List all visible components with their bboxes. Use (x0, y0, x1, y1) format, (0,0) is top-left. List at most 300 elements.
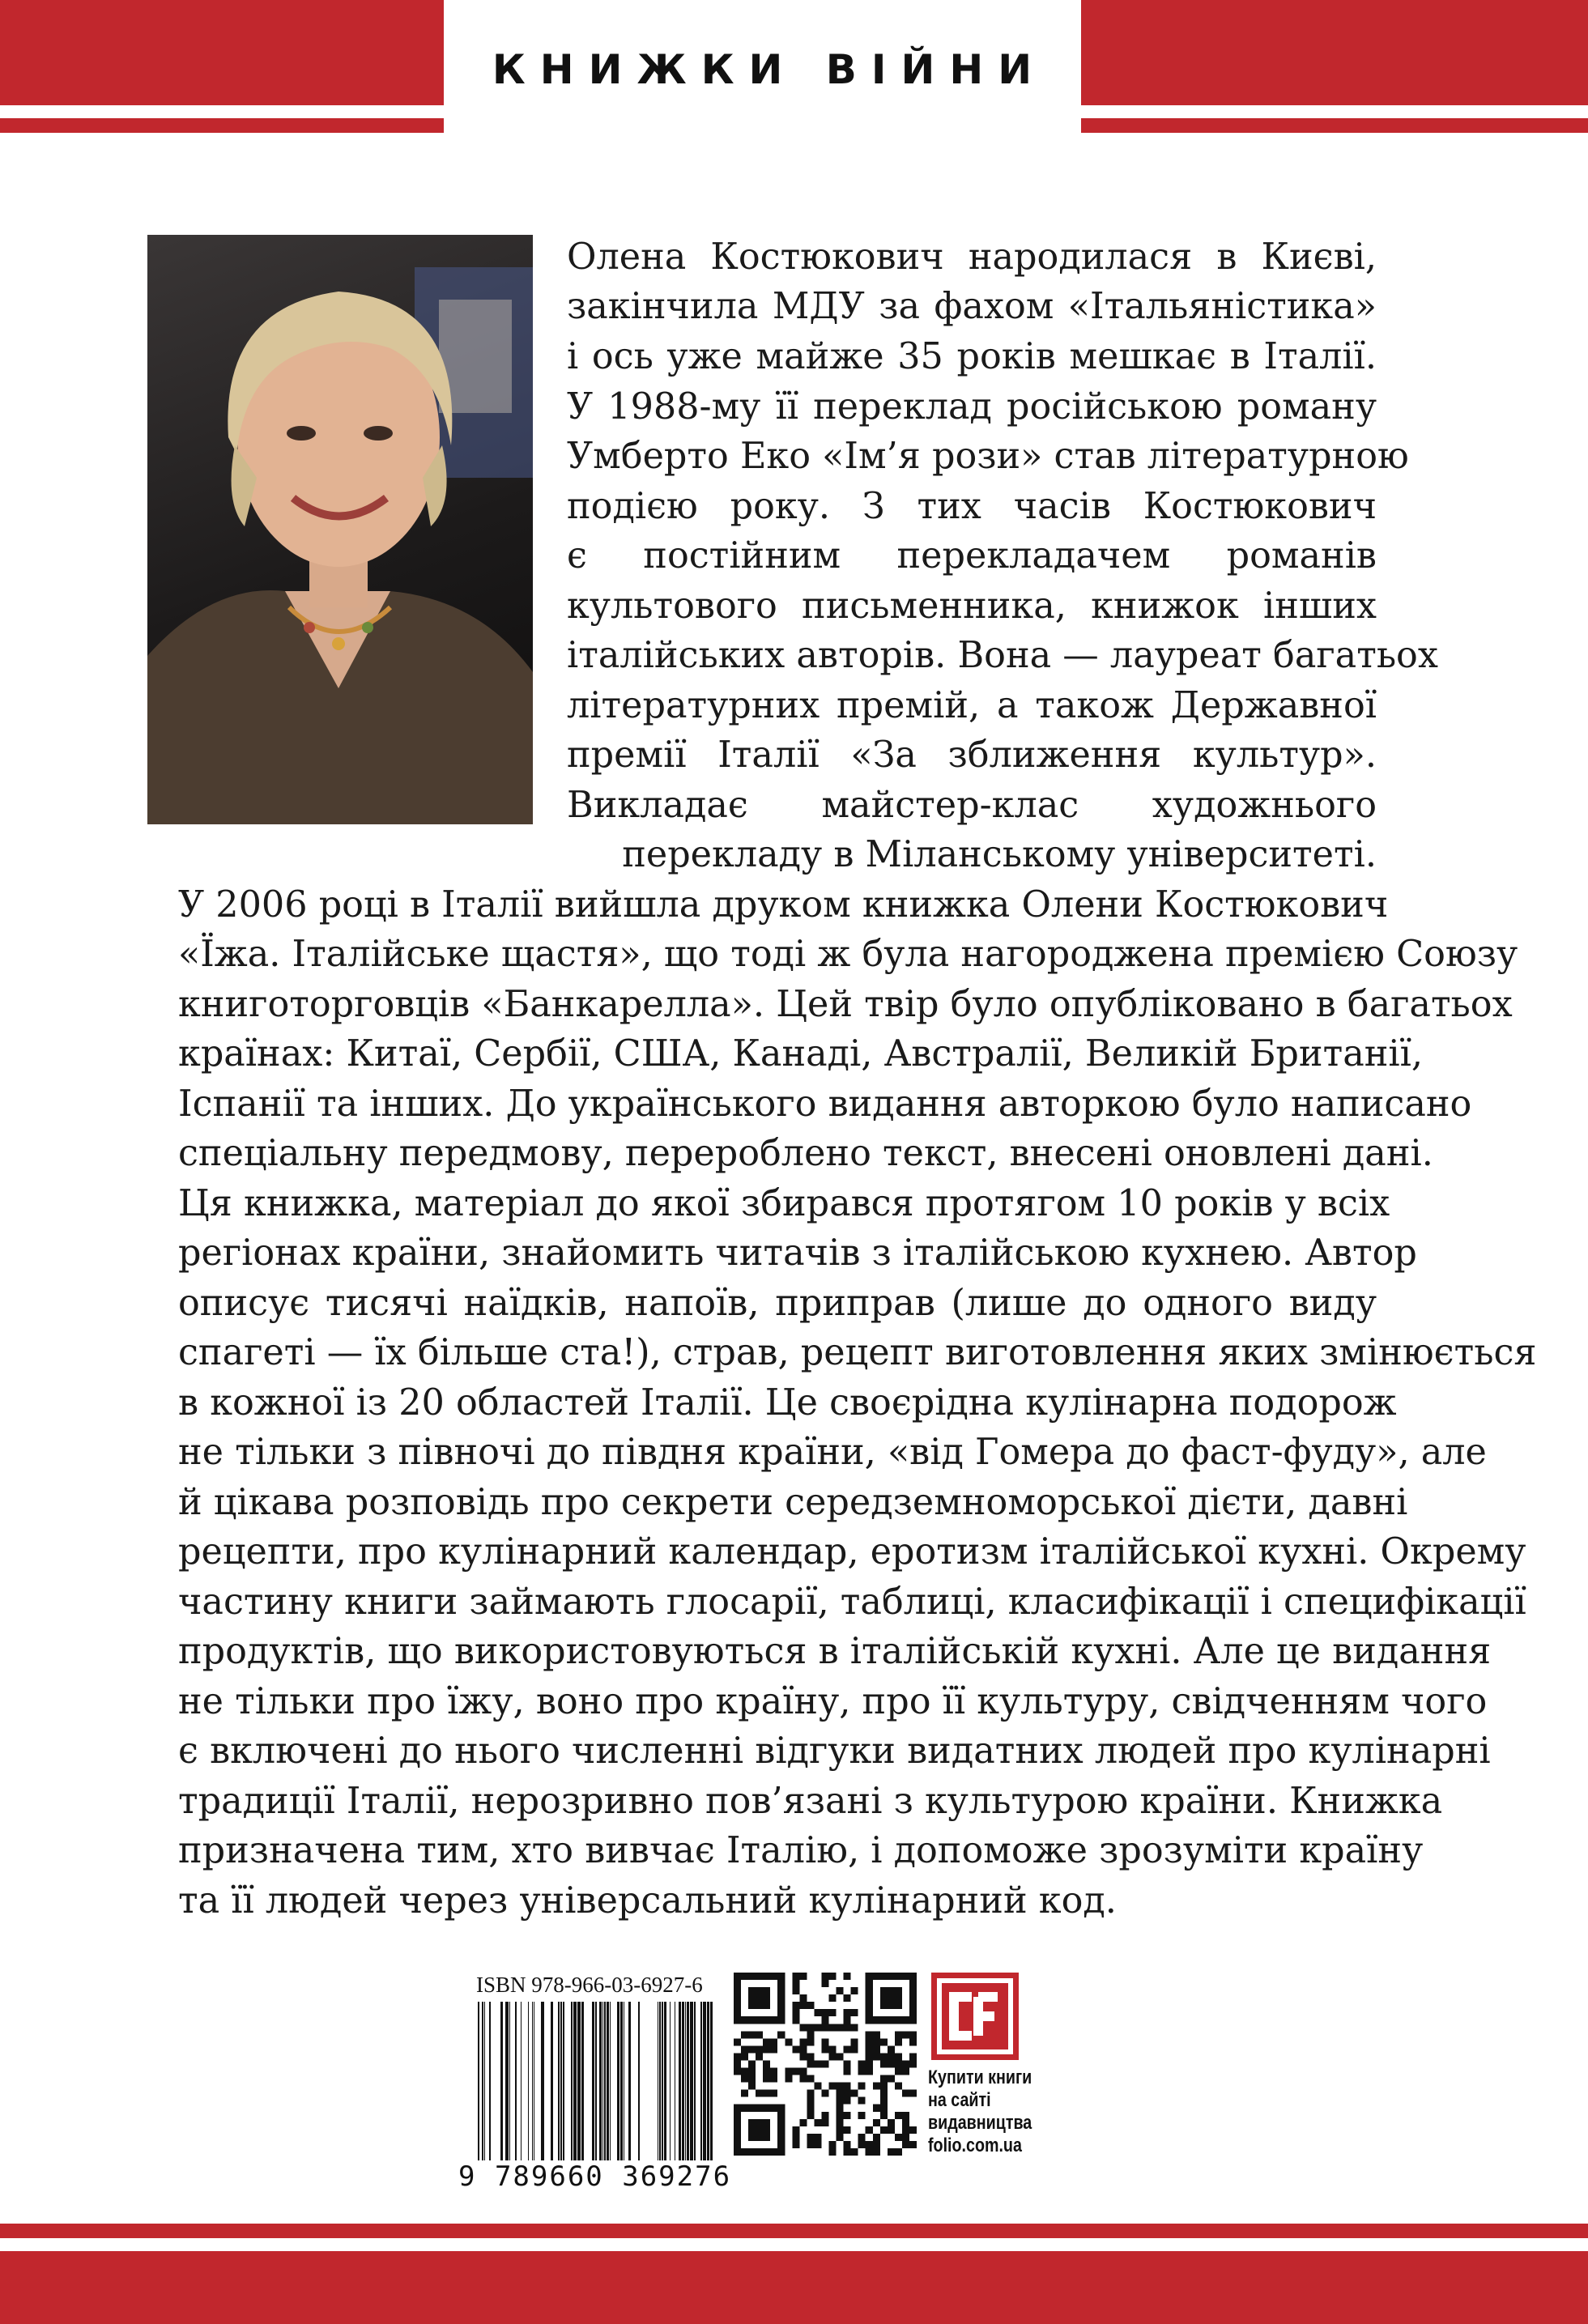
qr-module (792, 1987, 799, 1994)
desc-line: частину книги займають глосарії, таблиці, класифікації і специфікації (178, 1581, 1526, 1623)
qr-module (873, 2053, 880, 2060)
qr-module (888, 2075, 895, 2083)
barcode-bar (700, 2002, 702, 2160)
qr-module (837, 2097, 844, 2105)
qr-module (844, 2016, 851, 2024)
qr-module (858, 2112, 866, 2119)
bio-line: є постійним перекладачем романів (567, 535, 1377, 577)
qr-module (734, 2068, 741, 2075)
bio-line: У 1988-му її переклад російською роману (567, 386, 1377, 428)
qr-module (770, 2038, 777, 2045)
desc-line: продуктів, що використовуються в італійській кухні. Але це видання (178, 1631, 1492, 1672)
qr-module (734, 1973, 741, 2024)
qr-module (837, 2083, 844, 2090)
barcode-bar (592, 2002, 594, 2160)
bio-line: закінчила МДУ за фахом «Італьяністика» (567, 286, 1377, 327)
qr-module (895, 2148, 902, 2156)
qr-module (777, 2031, 785, 2038)
barcode-bar (628, 2002, 631, 2160)
qr-module (844, 2009, 851, 2016)
qr-module (873, 2083, 880, 2090)
qr-module (821, 2038, 828, 2045)
barcode-bar (694, 2002, 696, 2160)
bio-line: Умберто Еко «Ім’я рози» став літературною (567, 436, 1409, 477)
qr-module (792, 1973, 799, 1980)
qr-module (909, 2126, 917, 2134)
qr-module (844, 2045, 851, 2053)
barcode-bar (489, 2002, 491, 2160)
qr-module (785, 2038, 792, 2045)
qr-module (851, 2009, 858, 2016)
qr-module (829, 1973, 837, 1980)
barcode-bar (707, 2002, 709, 2160)
qr-module (851, 2038, 858, 2045)
qr-module (858, 2060, 866, 2067)
desc-line: та її людей через універсальний кулінарний код. (178, 1880, 1117, 1922)
barcode-bar (515, 2002, 517, 2160)
qr-module (895, 2134, 902, 2141)
qr-module (844, 2126, 851, 2134)
qr-module (873, 2119, 880, 2126)
qr-module (821, 2024, 828, 2031)
qr-module (895, 2083, 902, 2090)
qr-module (799, 2119, 807, 2126)
qr-module (799, 1973, 807, 1980)
qr-module (837, 2134, 844, 2141)
qr-module (837, 2053, 844, 2060)
qr-module (895, 2112, 902, 2119)
barcode-bar (558, 2002, 560, 2160)
desc-line: призначена тим, хто вивчає Італію, і допоможе зрозуміти країну (178, 1830, 1424, 1871)
bio-line: Олена Костюкович народилася в Києві, (567, 236, 1377, 278)
qr-module (866, 2038, 873, 2045)
qr-module (837, 2105, 844, 2112)
qr-module (902, 2060, 909, 2067)
barcode-bar (563, 2002, 564, 2160)
promo-link[interactable]: folio.com.ua (928, 2135, 1022, 2156)
qr-module (814, 2024, 821, 2031)
qr-module (909, 2141, 917, 2148)
qr-module (777, 2105, 785, 2156)
qr-module (807, 2031, 814, 2038)
qr-module (888, 2126, 895, 2134)
qr-module (799, 2024, 807, 2031)
qr-module (770, 2090, 777, 2097)
barcode-bar (607, 2002, 609, 2160)
qr-module (880, 2060, 888, 2067)
barcode-bar (620, 2002, 623, 2160)
qr-module (837, 1987, 844, 1994)
qr-module (829, 2148, 837, 2156)
qr-module (844, 2097, 851, 2105)
qr-module (902, 2090, 909, 2097)
qr-module (902, 2134, 909, 2141)
qr-module (756, 2045, 763, 2053)
qr-module (837, 2090, 844, 2097)
barcode-bar (484, 2002, 485, 2160)
barcode-bar (595, 2002, 597, 2160)
qr-module (873, 2045, 880, 2053)
qr-module (814, 2141, 821, 2148)
qr-module (763, 2068, 770, 2075)
qr-module (844, 1973, 851, 1980)
qr-module (799, 2053, 807, 2060)
qr-module (770, 2045, 777, 2053)
qr-module (821, 2112, 828, 2119)
qr-module (792, 2002, 799, 2009)
qr-module (748, 2045, 756, 2053)
qr-module (880, 2090, 888, 2097)
qr-module (880, 1987, 902, 2009)
qr-module (734, 1973, 785, 1980)
qr-module (814, 2119, 821, 2126)
qr-module (844, 2068, 851, 2075)
qr-module (895, 2068, 902, 2075)
qr-module (895, 2031, 902, 2038)
qr-module (748, 2068, 756, 2075)
desc-line: й цікава розповідь про секрети середземноморської дієти, давні (178, 1482, 1408, 1523)
qr-module (866, 1973, 917, 1980)
desc-line: країнах: Китаї, Сербії, США, Канаді, Австралії, Великій Британії, (178, 1033, 1423, 1075)
qr-module (888, 2053, 895, 2060)
qr-module (741, 2068, 748, 2075)
qr-module (851, 2148, 858, 2156)
barcode-bar (638, 2002, 640, 2160)
qr-module (777, 1973, 785, 2024)
promo-line: видавництва (928, 2112, 1032, 2134)
desc-line: регіонах країни, знайомить читачів з італійською кухнею. Автор (178, 1232, 1417, 1274)
qr-module (851, 2024, 858, 2031)
qr-module (821, 2090, 828, 2097)
header-band-right-bottom (1081, 118, 1588, 133)
footer-band-thick (0, 2251, 1588, 2324)
desc-line: Іспанії та інших. До українського видання авторкою було написано (178, 1083, 1472, 1125)
qr-module (844, 2060, 851, 2067)
qr-module (866, 2126, 873, 2134)
qr-code-icon[interactable] (734, 1973, 917, 2156)
qr-module (785, 2068, 792, 2075)
qr-module (880, 2105, 888, 2112)
qr-module (734, 2105, 785, 2112)
qr-module (829, 2141, 837, 2148)
qr-module (770, 2068, 777, 2075)
qr-module (880, 2112, 888, 2119)
qr-module (814, 2009, 821, 2016)
qr-module (866, 1973, 873, 2024)
qr-module (909, 1973, 917, 2024)
promo-line: на сайті (928, 2089, 991, 2111)
qr-module (807, 2038, 814, 2045)
qr-module (902, 2112, 909, 2119)
qr-module (807, 2105, 814, 2112)
qr-module (844, 1994, 851, 2002)
qr-module (873, 2105, 880, 2112)
qr-module (873, 2141, 880, 2148)
barcode-bar (703, 2002, 706, 2160)
qr-module (814, 2083, 821, 2090)
qr-module (792, 1980, 799, 1987)
footer-band-thin (0, 2224, 1588, 2238)
qr-module (763, 2038, 770, 2045)
barcode-bar (478, 2002, 479, 2160)
desc-line: не тільки з півночі до півдня країни, «від Гомера до фаст-фуду», але (178, 1432, 1487, 1473)
bio-line: подією року. З тих часів Костюкович (567, 486, 1377, 527)
qr-module (866, 2068, 873, 2075)
qr-module (858, 2097, 866, 2105)
qr-module (880, 2053, 888, 2060)
qr-module (844, 2024, 851, 2031)
qr-module (799, 1994, 807, 2002)
barcode-bar (602, 2002, 603, 2160)
qr-module (807, 2090, 814, 2097)
qr-module (902, 2126, 909, 2134)
qr-module (829, 2083, 837, 2090)
barcode-bar (679, 2002, 681, 2160)
barcode-bar (662, 2002, 663, 2160)
qr-module (734, 2060, 741, 2067)
qr-module (821, 2060, 828, 2067)
qr-module (734, 2053, 741, 2060)
promo-line: Купити книги (928, 2066, 1032, 2088)
barcode-bar (617, 2002, 619, 2160)
qr-module (734, 2016, 785, 2024)
qr-module (807, 2141, 814, 2148)
qr-module (829, 2053, 837, 2060)
qr-module (902, 2068, 909, 2075)
bio-line: премії Італії «За зближення культур». (567, 734, 1377, 776)
qr-module (895, 2038, 902, 2045)
barcode-bar (500, 2002, 503, 2160)
qr-module (792, 2134, 799, 2141)
bio-line: і ось уже майже 35 років мешкає в Італії. (567, 336, 1377, 377)
qr-module (837, 2112, 844, 2119)
qr-module (785, 2075, 792, 2083)
qr-module (873, 2031, 880, 2038)
series-title: КНИЖКИ ВІЙНИ (492, 46, 1047, 93)
barcode-bar (581, 2002, 584, 2160)
qr-module (799, 2038, 807, 2045)
qr-module (792, 2009, 799, 2016)
barcode-bar (505, 2002, 509, 2160)
folio-cf-logo-icon[interactable] (931, 1973, 1019, 2060)
qr-module (888, 2060, 895, 2067)
qr-module (756, 2090, 763, 2097)
barcode-bar (710, 2002, 713, 2160)
qr-module (741, 2053, 748, 2060)
qr-module (799, 2002, 807, 2009)
qr-module (756, 2031, 763, 2038)
qr-module (888, 2045, 895, 2053)
desc-line: Ця книжка, матеріал до якої збирався протягом 10 років у всіх (178, 1183, 1390, 1224)
author-portrait-icon (147, 235, 533, 824)
qr-module (844, 2090, 851, 2097)
desc-line: не тільки про їжу, воно про країну, про її культуру, свідченням чого (178, 1681, 1488, 1722)
barcode-bar (509, 2002, 510, 2160)
qr-module (851, 2045, 858, 2053)
bio-line: перекладу в Міланському університеті. (622, 834, 1377, 875)
qr-module (741, 2045, 748, 2053)
qr-module (799, 2075, 807, 2083)
qr-module (792, 2126, 799, 2134)
qr-module (858, 2083, 866, 2090)
qr-module (814, 2134, 821, 2141)
header-band-right-top (1081, 0, 1588, 105)
qr-module (873, 2038, 880, 2045)
qr-module (792, 2045, 799, 2053)
qr-module (799, 2045, 807, 2053)
barcode-bar (482, 2002, 483, 2160)
qr-module (792, 2068, 799, 2075)
qr-module (821, 1973, 828, 1980)
barcode-bar (687, 2002, 689, 2160)
qr-module (829, 2009, 837, 2016)
bio-line: літературних премій, а також Державної (567, 685, 1377, 726)
desc-line: У 2006 році в Італії вийшла друком книжка Олени Костюкович (178, 884, 1389, 926)
qr-module (909, 2031, 917, 2038)
qr-module (814, 2060, 821, 2067)
qr-module (748, 2031, 756, 2038)
qr-module (844, 2083, 851, 2090)
qr-module (821, 2016, 828, 2024)
qr-module (880, 2075, 888, 2083)
qr-module (799, 2068, 807, 2075)
qr-module (880, 2038, 888, 2045)
qr-module (866, 2053, 873, 2060)
qr-module (792, 2141, 799, 2148)
qr-module (844, 2148, 851, 2156)
qr-module (807, 2075, 814, 2083)
qr-module (829, 1994, 837, 2002)
barcode-bar (610, 2002, 611, 2160)
qr-module (888, 2119, 895, 2126)
barcode-bar (528, 2002, 529, 2160)
qr-module (829, 2024, 837, 2031)
desc-line: є включені до нього численні відгуки видатних людей про кулінарні (178, 1730, 1491, 1772)
qr-module (807, 2060, 814, 2067)
qr-module (807, 2053, 814, 2060)
qr-module (763, 2075, 770, 2083)
qr-module (748, 2083, 756, 2090)
qr-module (902, 2119, 909, 2126)
barcode-bar (604, 2002, 606, 2160)
header-band-left-top (0, 0, 444, 105)
qr-module (895, 2053, 902, 2060)
qr-module (858, 2141, 866, 2148)
qr-module (741, 2090, 748, 2097)
qr-module (880, 2097, 888, 2105)
barcode-bar (521, 2002, 522, 2160)
qr-module (763, 2060, 770, 2067)
barcode-bar (571, 2002, 573, 2160)
qr-module (866, 2045, 873, 2053)
bio-line: культового письменника, книжок інших (567, 585, 1377, 627)
qr-module (837, 2024, 844, 2031)
qr-module (821, 2045, 828, 2053)
qr-module (734, 2105, 741, 2156)
qr-module (821, 2119, 828, 2126)
desc-line: рецепти, про кулінарний календар, еротизм італійської кухні. Окрему (178, 1531, 1526, 1573)
barcode-bar (577, 2002, 581, 2160)
desc-line: книготорговців «Банкарелла». Цей твір було опубліковано в багатьох (178, 984, 1513, 1025)
isbn-label: ISBN 978-966-03-6927-6 (476, 1973, 703, 1997)
qr-module (909, 2060, 917, 2067)
qr-module (748, 1987, 770, 2009)
qr-module (748, 2060, 756, 2067)
desc-line: «Їжа. Італійське щастя», що тоді ж була нагороджена премією Союзу (178, 934, 1518, 975)
qr-module (807, 2002, 814, 2009)
qr-module (866, 2148, 873, 2156)
qr-module (741, 2075, 748, 2083)
qr-module (866, 2060, 873, 2067)
qr-module (873, 2134, 880, 2141)
bio-line: італійських авторів. Вона — лауреат багатьох (567, 635, 1438, 676)
barcode-bar (560, 2002, 562, 2160)
desc-line: спагеті — їх більше ста!), страв, рецепт виготовлення яких змінюється (178, 1332, 1537, 1373)
desc-line: традиції Італії, нерозривно пов’язані з культурою країни. Книжка (178, 1781, 1443, 1822)
qr-module (741, 2031, 748, 2038)
publisher-promo[interactable] (928, 2066, 1090, 2157)
barcode-bar (551, 2002, 553, 2160)
barcode-bar (659, 2002, 661, 2160)
qr-module (844, 2141, 851, 2148)
qr-module (763, 2090, 770, 2097)
qr-module (858, 2134, 866, 2141)
barcode-bar (573, 2002, 577, 2160)
qr-module (909, 2090, 917, 2097)
qr-module (866, 2016, 917, 2024)
bio-line: Викладає майстер-клас художнього (567, 785, 1377, 826)
barcode-bar (685, 2002, 686, 2160)
qr-module (895, 2060, 902, 2067)
qr-module (888, 2148, 895, 2156)
qr-module (763, 2045, 770, 2053)
qr-module (837, 2119, 844, 2126)
barcode-bar (541, 2002, 544, 2160)
qr-module (807, 2024, 814, 2031)
qr-module (837, 2126, 844, 2134)
header-band-left-bottom (0, 118, 444, 133)
qr-module (866, 2141, 873, 2148)
qr-module (770, 2075, 777, 2083)
qr-module (873, 2148, 880, 2156)
barcode-icon (475, 2002, 717, 2185)
qr-module (734, 2148, 785, 2156)
qr-module (866, 2031, 873, 2038)
qr-module (748, 2075, 756, 2083)
qr-module (807, 2097, 814, 2105)
qr-module (821, 2009, 828, 2016)
barcode-bar (670, 2002, 671, 2160)
barcode-bar (690, 2002, 693, 2160)
qr-module (902, 2031, 909, 2038)
barcode-bar (532, 2002, 533, 2160)
qr-module (851, 2090, 858, 2097)
desc-line: спеціальну передмову, перероблено текст, внесені оновлені дані. (178, 1133, 1433, 1174)
barcode-bar (682, 2002, 684, 2160)
qr-module (858, 2068, 866, 2075)
qr-module (748, 2119, 770, 2141)
qr-module (821, 1980, 828, 1987)
barcode-digits: 9 789660 369276 (458, 2160, 732, 2193)
qr-module (807, 2134, 814, 2141)
qr-module (807, 2112, 814, 2119)
qr-module (902, 2141, 909, 2148)
barcode-bar (664, 2002, 666, 2160)
desc-line: в кожної із 20 областей Італії. Це своєрідна кулінарна подорож (178, 1382, 1397, 1424)
qr-module (734, 2038, 741, 2045)
qr-module (792, 2016, 799, 2024)
desc-line: описує тисячі наїдків, напоїв, приправ (лише до одного виду (178, 1283, 1377, 1324)
